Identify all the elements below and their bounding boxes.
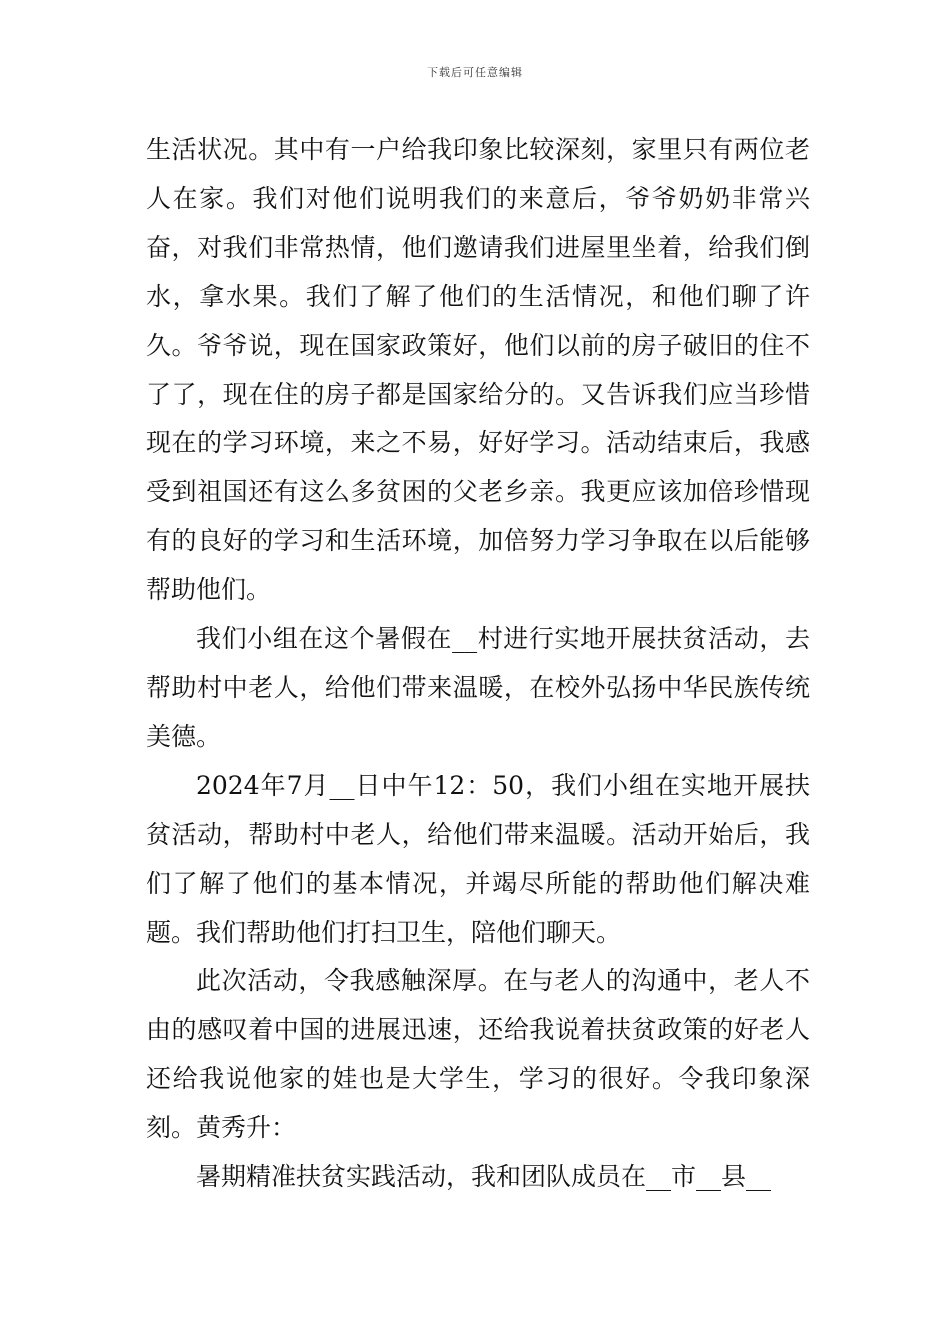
paragraph-5: 暑期精准扶贫实践活动，我和团队成员在__市__县__ [196,1162,772,1192]
paragraph-3: 2024年7月__日中午12：50，我们小组在实地开展扶贫活动，帮助村中老人，给他们带来温暖。活动开始后，我们了解了他们的基本情况，并竭尽所能的帮助他们解决难题。我们帮助他们打扫卫生，陪他们聊天。 [146,770,810,947]
page-header: 下载后可任意编辑 [427,66,523,79]
paragraph-1: 生活状况。其中有一户给我印象比较深刻，家里只有两位老人在家。我们对他们说明我们的来意后，爷爷奶奶非常兴奋，对我们非常热情，他们邀请我们进屋里坐着，给我们倒水，拿水果。我们了解了他们的生活情况，和他们聊了许久。爷爷说，现在国家政策好，他们以前的房子破旧的住不了了，现在住的房子都是国家给分的。又告诉我们应当珍惜现在的学习环境，来之不易，好好学习。活动结束后，我感受到祖国还有这么多贫困的父老乡亲。我更应该加倍珍惜现有的良好的学习和生活环境，加倍努力学习争取在以后能够帮助他们。 [146,135,810,605]
paragraph-2: 我们小组在这个暑假在__村进行实地开展扶贫活动，去帮助村中老人，给他们带来温暖，在校外弘扬中华民族传统美德。 [146,624,810,751]
paragraph-4: 此次活动，令我感触深厚。在与老人的沟通中，老人不由的感叹着中国的进展迅速，还给我说着扶贫政策的好老人还给我说他家的娃也是大学生，学习的很好。令我印象深刻。黄秀升： [146,966,810,1143]
document-body [146,126,810,1202]
